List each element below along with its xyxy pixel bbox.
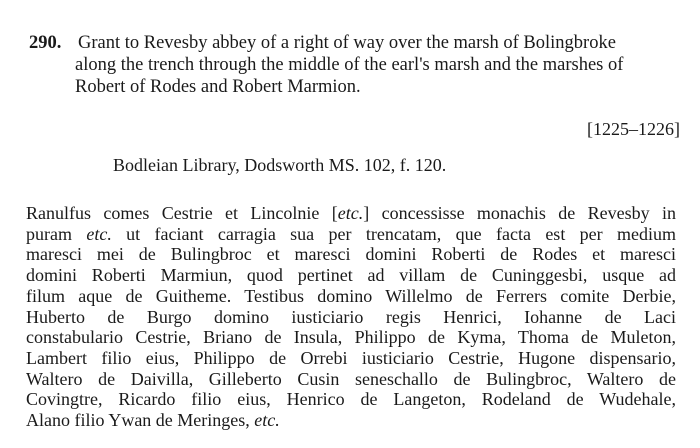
text-line <box>26 244 676 265</box>
italic-text: etc. <box>86 223 112 244</box>
text-line <box>26 410 676 431</box>
text-line <box>26 203 676 224</box>
text-segment: constabulario Cestrie, Briano de Insula, Philippo de Kyma, Thoma de Muleton, <box>26 327 676 348</box>
text-segment: ut faciant carragia sua per trencatam, que facta est per medium <box>111 223 677 244</box>
text-line <box>26 307 676 328</box>
text-segment: ] concessisse monachis de Revesby in <box>363 203 676 223</box>
text-segment: puram <box>26 223 87 244</box>
text-segment: maresci mei de Bulingbroc et maresci domini Roberti de Rodes et maresci <box>26 244 676 265</box>
text-line <box>26 348 676 369</box>
heading-line-1: Grant to Revesby abbey of a right of way over the marsh of Bolingbroke <box>78 33 616 53</box>
text-line <box>26 224 676 245</box>
charter-number: 290. <box>29 33 62 53</box>
text-segment: domini Roberti Marmiun, quod pertinet ad villam de Cuninggesbi, usque ad <box>26 265 676 286</box>
text-segment: Ranulfus comes Cestrie et Lincolnie [ <box>26 203 338 223</box>
text-segment: Lambert filio eius, Philippo de Orrebi iusticiario Cestrie, Hugone dispensario, <box>26 347 676 368</box>
text-line <box>26 286 676 307</box>
text-segment: filum aque de Guitheme. Testibus domino Willelmo de Ferrers comite Derbie, <box>26 285 676 306</box>
charter-date: [1225–1226] <box>587 119 680 139</box>
text-segment: Huberto de Burgo domino iusticiario regis Henrici, Iohanne de Laci <box>26 306 676 327</box>
italic-text: etc. <box>337 203 364 223</box>
text-segment: Covingtre, Ricardo filio eius, Henrico de Langeton, Rodeland de Wudehale, <box>26 389 676 410</box>
charter-text <box>26 203 676 431</box>
heading-line-2: along the trench through the middle of the earl's marsh and the marshes of <box>75 55 624 75</box>
manuscript-source: Bodleian Library, Dodsworth MS. 102, f. 120. <box>113 155 447 175</box>
text-line <box>26 389 676 410</box>
text-line <box>26 369 676 390</box>
text-segment: Waltero de Daivilla, Gilleberto Cusin seneschallo de Bulingbroc, Waltero de <box>26 368 676 389</box>
charter-heading <box>29 32 680 98</box>
text-line <box>26 327 676 348</box>
heading-line-3: Robert of Rodes and Robert Marmion. <box>75 77 361 97</box>
text-line <box>26 265 676 286</box>
text-segment: Alano filio Ywan de Meringes, <box>26 410 255 431</box>
italic-text: etc. <box>254 410 280 431</box>
